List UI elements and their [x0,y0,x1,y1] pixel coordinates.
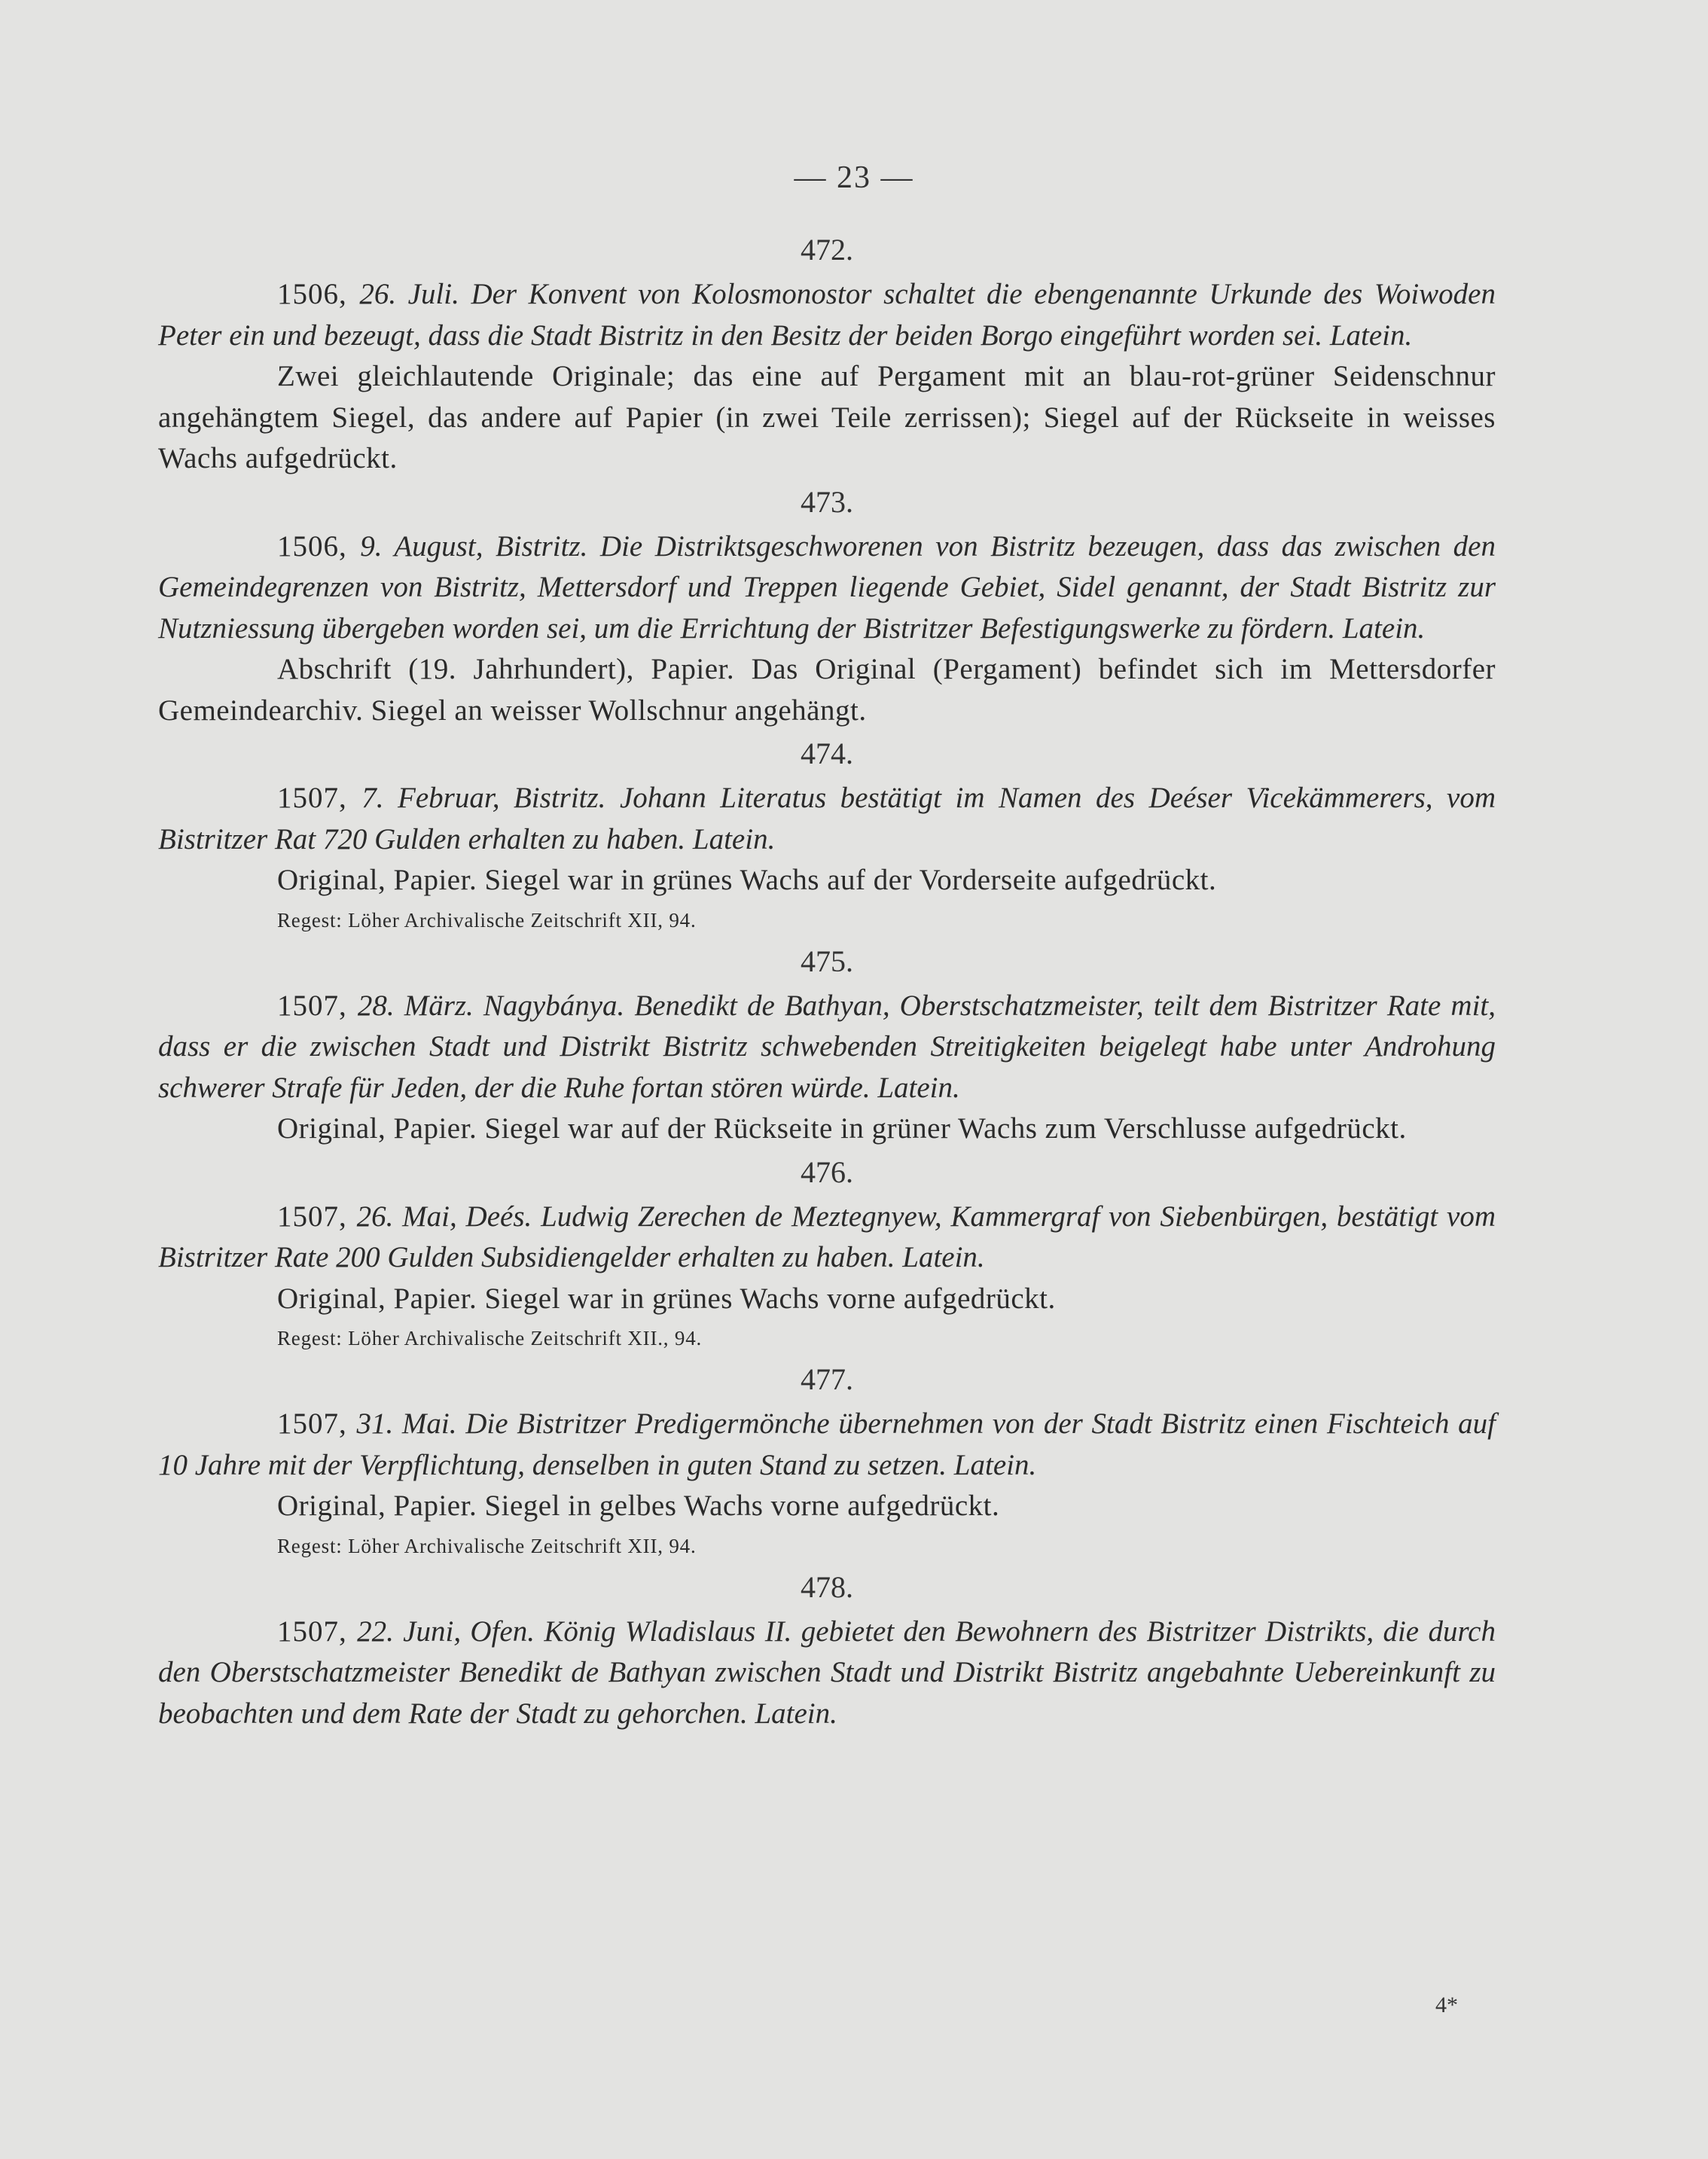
entry-summary-text: 26. Mai, Deés. Ludwig Zerechen de Meztegnyew, Kammergraf von Siebenbürgen, bestätigt vom Bistritzer Rate 200 Gulden Subsidiengelder erhalten zu haben. Latein. [158,1200,1496,1273]
entry-year: 1506, [277,278,360,310]
entry-summary-text: 26. Juli. Der Konvent von Kolosmonostor schaltet die ebengenannte Urkunde des Woiwoden Peter ein und bezeugt, dass die Stadt Bistritz in den Besitz der beiden Borgo eingeführt worden sei. Latein. [158,278,1496,352]
entry-year: 1507, [277,1615,358,1648]
entry-summary-text: 22. Juni, Ofen. König Wladislaus II. gebietet den Bewohnern des Bistritzer Distrikts, die durch den Oberstschatzmeister Benedikt de Bathyan zwischen Stadt und Distrikt Bistritz angebahnte Uebereinkunft zu beobachten und dem Rate der Stadt zu gehorchen. Latein. [158,1615,1496,1730]
entry-number: 478. [801,1569,853,1604]
entry-summary-text: 31. Mai. Die Bistritzer Predigermönche übernehmen von der Stadt Bistritz einen Fischteich auf 10 Jahre mit der Verpflichtung, denselben in guten Stand zu setzen. Latein. [158,1407,1496,1481]
entry-regest: Regest: Löher Archivalische Zeitschrift XII., 94. [277,1327,703,1349]
entry-year: 1507, [277,989,358,1022]
entry-summary-text: 9. August, Bistritz. Die Distriktsgeschworenen von Bistritz bezeugen, dass das zwischen den Gemeindegrenzen von Bistritz, Mettersdorf und Treppen liegende Gebiet, Sidel genannt, der Stadt Bistritz zur Nutzniessung übergeben worden sei, um die Errichtung der Bistritzer Befestigungswerke zu fördern. Latein. [158,529,1496,645]
entry-regest: Regest: Löher Archivalische Zeitschrift XII, 94. [277,908,697,932]
entry-number: 473. [801,484,853,519]
printer-signature-mark: 4* [1435,1993,1458,2017]
entry-summary [158,986,1496,1109]
entry-summary [158,1197,1496,1279]
entry-note: Abschrift (19. Jahrhundert), Papier. Das Original (Pergament) befindet sich im Mettersdorfer Gemeindearchiv. Siegel an weisser Wollschnur angehängt. [158,653,1496,727]
entry-476 [158,1150,1496,1358]
entry-summary-text: 28. März. Nagybánya. Benedikt de Bathyan, Oberstschatzmeister, teilt dem Bistritzer Rate mit, dass er die zwischen Stadt und Distrikt Bistritz schwebenden Streitigkeiten beigelegt habe unter Androhung schwerer Strafe für Jeden, der die Ruhe fortan stören würde. Latein. [158,989,1496,1104]
entry-number: 477. [801,1362,853,1396]
entry-477 [158,1357,1496,1565]
entry-year: 1507, [277,1200,357,1233]
entry-475 [158,939,1496,1150]
entry-note: Original, Papier. Siegel in gelbes Wachs vorne aufgedrückt. [277,1490,1000,1522]
entry-number: 475. [801,944,853,978]
page-number: — 23 — [794,160,914,195]
entry-summary [158,1612,1496,1735]
entry-472 [158,227,1496,480]
entry-number: 474. [801,736,853,770]
entry-summary [158,1404,1496,1486]
entry-note: Original, Papier. Siegel war in grünes Wachs vorne aufgedrückt. [277,1282,1056,1315]
entry-note: Zwei gleichlautende Originale; das eine auf Pergament mit an blau-rot-grüner Seidenschnur angehängtem Siegel, das andere auf Papier (in zwei Teile zerrissen); Siegel auf der Rückseite in weisses Wachs aufgedrückt. [158,360,1496,474]
entry-summary-text: 7. Februar, Bistritz. Johann Literatus bestätigt im Namen des Deéser Vicekämmerers, vom Bistritzer Rat 720 Gulden erhalten zu haben. Latein. [158,782,1496,855]
entry-regest: Regest: Löher Archivalische Zeitschrift XII, 94. [277,1534,697,1557]
entry-473 [158,480,1496,732]
text-column [158,227,1496,1734]
entry-number: 476. [801,1154,853,1189]
entry-474 [158,731,1496,939]
entry-478 [158,1565,1496,1735]
entry-summary [158,778,1496,860]
entry-year: 1507, [277,1407,357,1440]
entry-year: 1507, [277,782,362,814]
entry-summary [158,526,1496,650]
entry-note: Original, Papier. Siegel war auf der Rückseite in grüner Wachs zum Verschlusse aufgedrückt. [277,1112,1407,1145]
entry-number: 472. [801,233,853,267]
entry-note: Original, Papier. Siegel war in grünes Wachs auf der Vorderseite aufgedrückt. [277,864,1217,896]
entry-year: 1506, [277,529,361,563]
entry-summary [158,274,1496,356]
